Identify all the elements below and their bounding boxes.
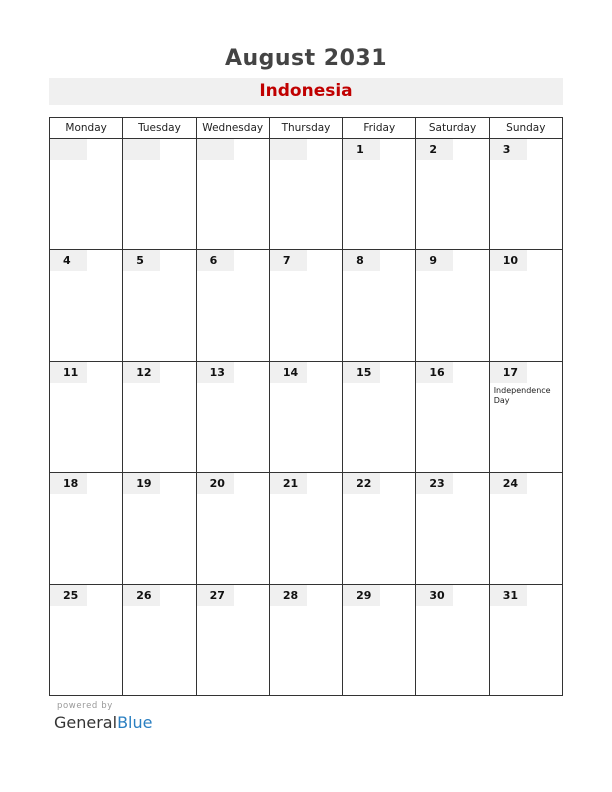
powered-by-text: powered by bbox=[57, 701, 113, 711]
weekday-thursday: Thursday bbox=[270, 118, 343, 138]
day-number: 23 bbox=[416, 473, 453, 494]
day-number: 13 bbox=[197, 362, 234, 383]
day-cell bbox=[270, 585, 343, 696]
brand-logo[interactable] bbox=[54, 713, 152, 732]
weekday-monday: Monday bbox=[50, 118, 123, 138]
day-cell bbox=[197, 362, 270, 472]
brand-blue: Blue bbox=[117, 713, 153, 732]
country-name: Indonesia bbox=[49, 78, 563, 105]
day-cell bbox=[50, 473, 123, 583]
day-cell bbox=[416, 585, 489, 696]
brand-general: General bbox=[54, 713, 118, 732]
weekday-saturday: Saturday bbox=[416, 118, 489, 138]
weekday-wednesday: Wednesday bbox=[197, 118, 270, 138]
day-cell bbox=[197, 473, 270, 583]
day-number: 9 bbox=[416, 250, 453, 271]
day-cell bbox=[490, 473, 562, 583]
calendar-grid bbox=[49, 117, 563, 696]
day-cell bbox=[50, 139, 123, 249]
day-number: 31 bbox=[490, 585, 527, 606]
day-number: 7 bbox=[270, 250, 307, 271]
day-number: 12 bbox=[123, 362, 160, 383]
week-row bbox=[50, 250, 562, 361]
day-number: 20 bbox=[197, 473, 234, 494]
day-number bbox=[270, 139, 307, 160]
day-number: 22 bbox=[343, 473, 380, 494]
weekday-friday: Friday bbox=[343, 118, 416, 138]
day-cell bbox=[123, 585, 196, 696]
day-cell bbox=[416, 362, 489, 472]
day-cell bbox=[343, 250, 416, 360]
day-cell bbox=[416, 139, 489, 249]
day-cell bbox=[490, 362, 562, 472]
day-cell bbox=[343, 139, 416, 249]
day-cell bbox=[123, 139, 196, 249]
day-number bbox=[123, 139, 160, 160]
day-number: 14 bbox=[270, 362, 307, 383]
day-number: 15 bbox=[343, 362, 380, 383]
day-cell bbox=[123, 250, 196, 360]
day-number: 21 bbox=[270, 473, 307, 494]
day-number bbox=[197, 139, 234, 160]
day-cell bbox=[416, 250, 489, 360]
day-number: 28 bbox=[270, 585, 307, 606]
day-number: 24 bbox=[490, 473, 527, 494]
day-cell bbox=[50, 585, 123, 696]
day-number: 16 bbox=[416, 362, 453, 383]
day-cell bbox=[270, 250, 343, 360]
day-number: 18 bbox=[50, 473, 87, 494]
day-number: 3 bbox=[490, 139, 527, 160]
day-number: 17 bbox=[490, 362, 527, 383]
day-number bbox=[50, 139, 87, 160]
day-cell bbox=[123, 362, 196, 472]
calendar-weeks bbox=[50, 139, 562, 696]
day-cell bbox=[123, 473, 196, 583]
weekday-tuesday: Tuesday bbox=[123, 118, 196, 138]
week-row bbox=[50, 473, 562, 584]
calendar-title: August 2031 bbox=[224, 46, 388, 71]
week-row bbox=[50, 362, 562, 473]
day-cell bbox=[270, 473, 343, 583]
day-cell bbox=[197, 250, 270, 360]
day-number: 11 bbox=[50, 362, 87, 383]
holiday-label: Independence Day bbox=[493, 385, 551, 405]
day-cell bbox=[343, 362, 416, 472]
day-cell bbox=[50, 250, 123, 360]
day-cell bbox=[343, 585, 416, 696]
week-row bbox=[50, 139, 562, 250]
day-cell bbox=[197, 585, 270, 696]
day-number: 27 bbox=[197, 585, 234, 606]
day-number: 19 bbox=[123, 473, 160, 494]
day-number: 6 bbox=[197, 250, 234, 271]
week-row bbox=[50, 585, 562, 696]
day-number: 2 bbox=[416, 139, 453, 160]
weekday-sunday: Sunday bbox=[506, 122, 546, 134]
day-number: 10 bbox=[490, 250, 527, 271]
day-number: 5 bbox=[123, 250, 160, 271]
day-cell bbox=[50, 362, 123, 472]
day-cell bbox=[416, 473, 489, 583]
day-cell bbox=[270, 139, 343, 249]
day-number: 1 bbox=[343, 139, 380, 160]
day-number: 4 bbox=[50, 250, 87, 271]
day-cell bbox=[197, 139, 270, 249]
day-number: 25 bbox=[50, 585, 87, 606]
day-cell bbox=[343, 473, 416, 583]
day-cell bbox=[490, 585, 562, 696]
day-number: 30 bbox=[416, 585, 453, 606]
day-number: 8 bbox=[343, 250, 380, 271]
day-cell bbox=[490, 250, 562, 360]
day-number: 29 bbox=[343, 585, 380, 606]
day-cell bbox=[490, 139, 562, 249]
day-cell bbox=[270, 362, 343, 472]
weekday-header-row bbox=[50, 118, 562, 139]
day-number: 26 bbox=[123, 585, 160, 606]
